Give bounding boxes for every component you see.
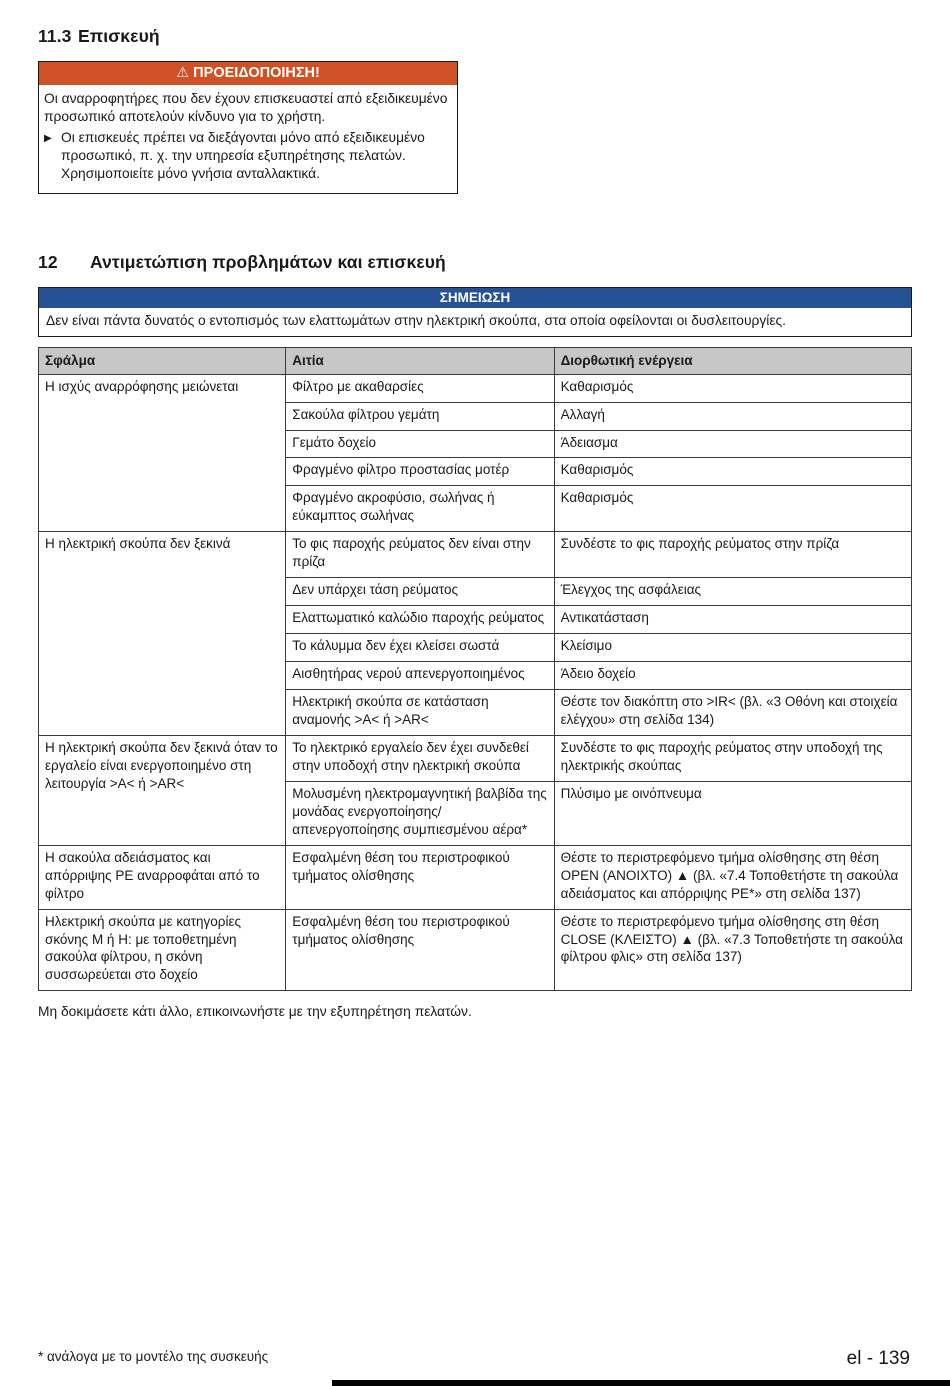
section-repair-title: Επισκευή — [78, 26, 160, 46]
note-header: ΣΗΜΕΙΩΣΗ — [39, 288, 911, 308]
page-number: el - 139 — [846, 1348, 910, 1369]
cause-cell: Εσφαλμένη θέση του περιστροφικού τμήματος ολίσθησης — [286, 909, 554, 991]
warning-body — [39, 85, 457, 193]
action-cell: Συνδέστε το φις παροχής ρεύματος στην πρίζα — [554, 532, 911, 578]
error-cell: Ηλεκτρική σκούπα με κατηγορίες σκόνης M ή H: με τοποθετημένη σακούλα φίλτρου, η σκόνη συσσωρεύεται στο δοχείο — [39, 909, 286, 991]
cause-cell: Δεν υπάρχει τάση ρεύματος — [286, 578, 554, 606]
table-row — [39, 909, 912, 991]
section-troubleshooting-heading — [38, 252, 912, 273]
bullet-triangle-icon: ▶ — [44, 132, 52, 144]
action-cell: Έλεγχος της ασφάλειας — [554, 578, 911, 606]
cause-cell: Φραγμένο φίλτρο προστασίας μοτέρ — [286, 458, 554, 486]
section-troubleshooting-number: 12 — [38, 251, 58, 272]
table-row — [39, 532, 912, 578]
action-cell: Αντικατάσταση — [554, 606, 911, 634]
cause-cell: Εσφαλμένη θέση του περιστροφικού τμήματος ολίσθησης — [286, 845, 554, 909]
warning-instruction-row — [44, 129, 449, 184]
table-row — [39, 845, 912, 909]
note-box — [38, 287, 912, 337]
troubleshooting-table — [38, 347, 912, 992]
error-cell: Η σακούλα αδειάσματος και απόρριψης PE αναρροφάται από το φίλτρο — [39, 845, 286, 909]
table-header-row — [39, 347, 912, 374]
section-repair-number: 11.3 — [38, 26, 72, 46]
cause-cell: Ελαττωματικό καλώδιο παροχής ρεύματος — [286, 606, 554, 634]
column-header-action: Διορθωτική ενέργεια — [554, 347, 911, 374]
cause-cell: Μολυσμένη ηλεκτρομαγνητική βαλβίδα της μονάδας ενεργοποίησης/απενεργοποίησης συμπιεσμένου αέρα* — [286, 781, 554, 845]
action-cell: Πλύσιμο με οινόπνευμα — [554, 781, 911, 845]
error-cell: Η ηλεκτρική σκούπα δεν ξεκινά όταν το εργαλείο είναι ενεργοποιημένο στη λειτουργία >A< ή >AR< — [39, 735, 286, 845]
action-cell: Άδειασμα — [554, 430, 911, 458]
note-text: Δεν είναι πάντα δυνατός ο εντοπισμός των ελαττωμάτων στην ηλεκτρική σκούπα, στα οποία οφείλονται οι δυσλειτουργίες. — [46, 312, 786, 328]
scan-artifact-bar — [332, 1380, 950, 1386]
action-cell: Άδειο δοχείο — [554, 662, 911, 690]
cause-cell: Γεμάτο δοχείο — [286, 430, 554, 458]
action-cell: Θέστε τον διακόπτη στο >IR< (βλ. «3 Οθόνη και στοιχεία ελέγχου» στη σελίδα 134) — [554, 690, 911, 736]
cause-cell: Σακούλα φίλτρου γεμάτη — [286, 402, 554, 430]
warning-text: Οι αναρροφητήρες που δεν έχουν επισκευαστεί από εξειδικευμένο προσωπικό αποτελούν κίνδυνο για το χρήστη. — [44, 91, 448, 125]
action-cell: Καθαρισμός — [554, 374, 911, 402]
section-repair-heading — [38, 26, 912, 47]
cause-cell: Το κάλυμμα δεν έχει κλείσει σωστά — [286, 634, 554, 662]
cause-cell: Φραγμένο ακροφύσιο, σωλήνας ή εύκαμπτος σωλήνας — [286, 486, 554, 532]
footnote: * ανάλογα με το μοντέλο της συσκευής — [38, 1349, 269, 1364]
error-cell: Η ισχύς αναρρόφησης μειώνεται — [39, 374, 286, 532]
action-cell: Καθαρισμός — [554, 486, 911, 532]
error-cell: Η ηλεκτρική σκούπα δεν ξεκινά — [39, 532, 286, 736]
cause-cell: Το φις παροχής ρεύματος δεν είναι στην πρίζα — [286, 532, 554, 578]
action-cell: Καθαρισμός — [554, 458, 911, 486]
warning-header-label: ΠΡΟΕΙΔΟΠΟΙΗΣΗ! — [193, 65, 320, 81]
action-cell: Αλλαγή — [554, 402, 911, 430]
action-cell: Συνδέστε το φις παροχής ρεύματος στην υποδοχή της ηλεκτρικής σκούπας — [554, 735, 911, 781]
cause-cell: Φίλτρο με ακαθαρσίες — [286, 374, 554, 402]
troubleshooting-table-body — [39, 374, 912, 991]
closing-note: Μη δοκιμάσετε κάτι άλλο, επικοινωνήστε με την εξυπηρέτηση πελατών. — [38, 1004, 472, 1020]
warning-triangle-icon: ⚠ — [176, 65, 190, 81]
cause-cell: Αισθητήρας νερού απενεργοποιημένος — [286, 662, 554, 690]
cause-cell: Ηλεκτρική σκούπα σε κατάσταση αναμονής >A< ή >AR< — [286, 690, 554, 736]
table-row — [39, 374, 912, 402]
column-header-error: Σφάλμα — [39, 347, 286, 374]
warning-instruction-text: Οι επισκευές πρέπει να διεξάγονται μόνο από εξειδικευμένο προσωπικό, π. χ. την υπηρεσία εξυπηρέτησης πελατών. Χρησιμοποιείτε μόνο γνήσια ανταλλακτικά. — [61, 129, 425, 182]
warning-box — [38, 61, 458, 194]
action-cell: Κλείσιμο — [554, 634, 911, 662]
action-cell: Θέστε το περιστρεφόμενο τμήμα ολίσθησης στη θέση CLOSE (ΚΛΕΙΣΤΟ) ▲ (βλ. «7.3 Τοποθετήστε τη σακούλα φίλτρου φλις» στη σελίδα 137) — [554, 909, 911, 991]
cause-cell: Το ηλεκτρικό εργαλείο δεν έχει συνδεθεί στην υποδοχή στην ηλεκτρική σκούπα — [286, 735, 554, 781]
table-row — [39, 735, 912, 781]
warning-header — [39, 62, 457, 85]
column-header-cause: Αιτία — [286, 347, 554, 374]
section-troubleshooting-title: Αντιμετώπιση προβλημάτων και επισκευή — [90, 251, 446, 272]
action-cell: Θέστε το περιστρεφόμενο τμήμα ολίσθησης στη θέση OPEN (ΑΝΟΙΧΤΟ) ▲ (βλ. «7.4 Τοποθετήστε τη σακούλα αδειάσματος και απόρριψης PE*» στη σελίδα 137) — [554, 845, 911, 909]
